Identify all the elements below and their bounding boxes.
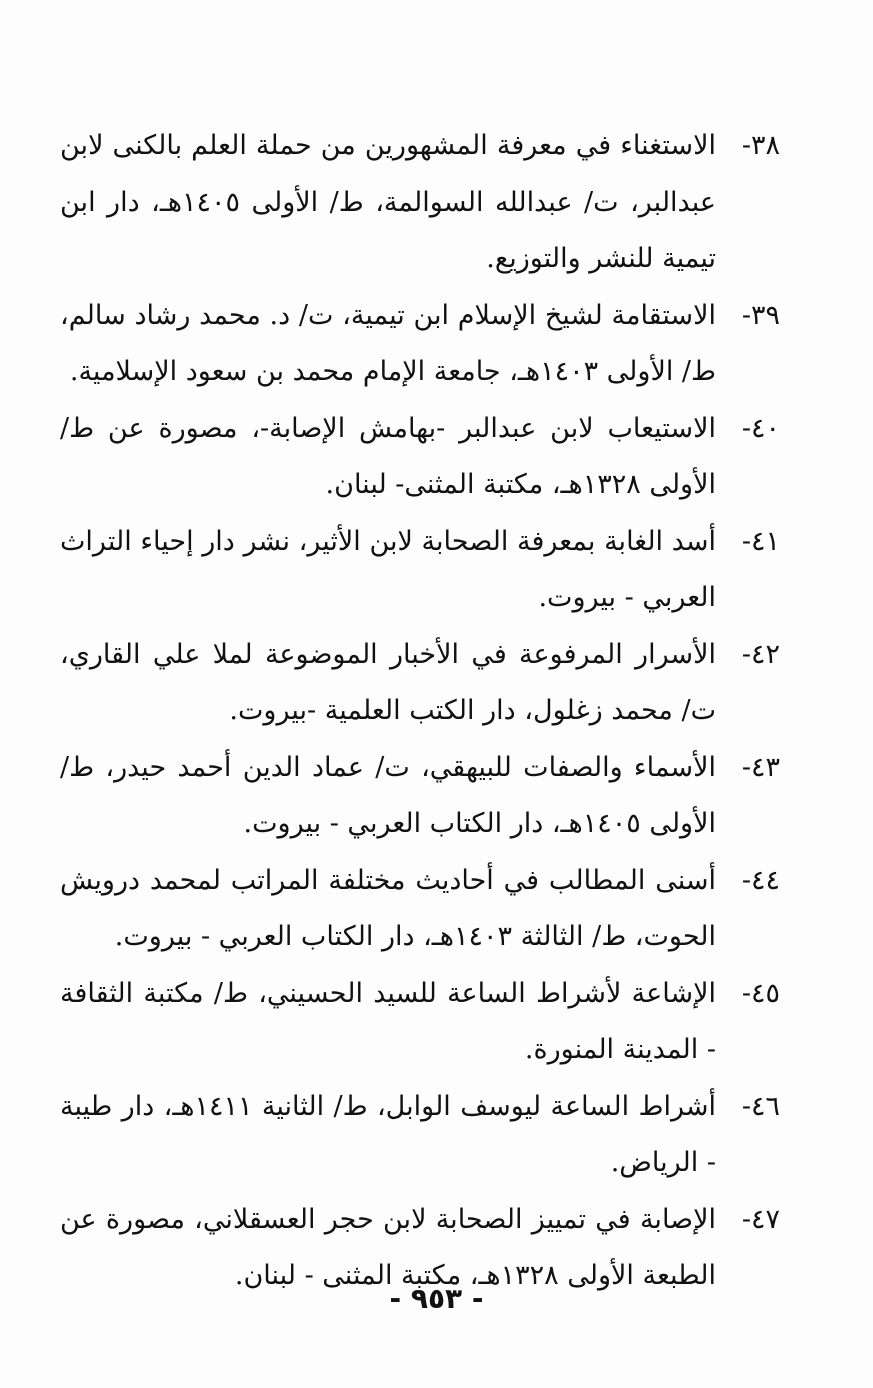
reference-text: الإصابة في تمييز الصحابة لابن حجر العسقلاني، مصورة عن الطبعة الأولى ١٣٢٨هـ، مكتبة المثنى - لبنان. [60,1203,716,1291]
reference-number: ٤٣- [741,751,780,783]
reference-entry [60,740,780,853]
reference-number: ٤٢- [741,638,780,670]
bibliography-list [60,118,780,1305]
reference-text: الاستيعاب لابن عبدالبر -بهامش الإصابة-، مصورة عن ط/ الأولى ١٣٢٨هـ، مكتبة المثنى- لبنان. [60,412,716,500]
reference-text: أسد الغابة بمعرفة الصحابة لابن الأثير، نشر دار إحياء التراث العربي - بيروت. [60,525,716,613]
reference-entry [60,514,780,627]
reference-number: ٤٧- [741,1203,780,1235]
reference-entry [60,118,780,288]
reference-text: الاستغناء في معرفة المشهورين من حملة العلم بالكنى لابن عبدالبر، ت/ عبدالله السوالمة، ط/ الأولى ١٤٠٥هـ، دار ابن تيمية للنشر والتوزيع. [60,130,716,274]
reference-text: الإشاعة لأشراط الساعة للسيد الحسيني، ط/ مكتبة الثقافة - المدينة المنورة. [60,977,716,1065]
reference-number: ٣٩- [741,299,780,331]
reference-number: ٤٠- [741,412,780,444]
reference-text: الاستقامة لشيخ الإسلام ابن تيمية، ت/ د. محمد رشاد سالم، ط/ الأولى ١٤٠٣هـ، جامعة الإمام محمد بن سعود الإسلامية. [60,299,716,387]
reference-number: ٤١- [741,525,780,557]
reference-entry [60,401,780,514]
reference-entry [60,966,780,1079]
reference-number: ٤٤- [741,864,780,896]
reference-number: ٤٥- [741,977,780,1009]
reference-entry [60,627,780,740]
reference-number: ٤٦- [741,1090,780,1122]
reference-text: الأسماء والصفات للبيهقي، ت/ عماد الدين أحمد حيدر، ط/ الأولى ١٤٠٥هـ، دار الكتاب العربي - بيروت. [60,751,716,839]
page-number: - ٩٥٣ - [389,1282,484,1315]
reference-entry [60,288,780,401]
reference-entry [60,853,780,966]
reference-text: الأسرار المرفوعة في الأخبار الموضوعة لملا علي القاري، ت/ محمد زغلول، دار الكتب العلمية -بيروت. [60,638,716,726]
reference-text: أسنى المطالب في أحاديث مختلفة المراتب لمحمد درويش الحوت، ط/ الثالثة ١٤٠٣هـ، دار الكتاب العربي - بيروت. [60,864,716,952]
reference-entry [60,1079,780,1192]
reference-number: ٣٨- [741,130,780,161]
reference-text: أشراط الساعة ليوسف الوابل، ط/ الثانية ١٤١١هـ، دار طيبة - الرياض. [60,1090,716,1178]
